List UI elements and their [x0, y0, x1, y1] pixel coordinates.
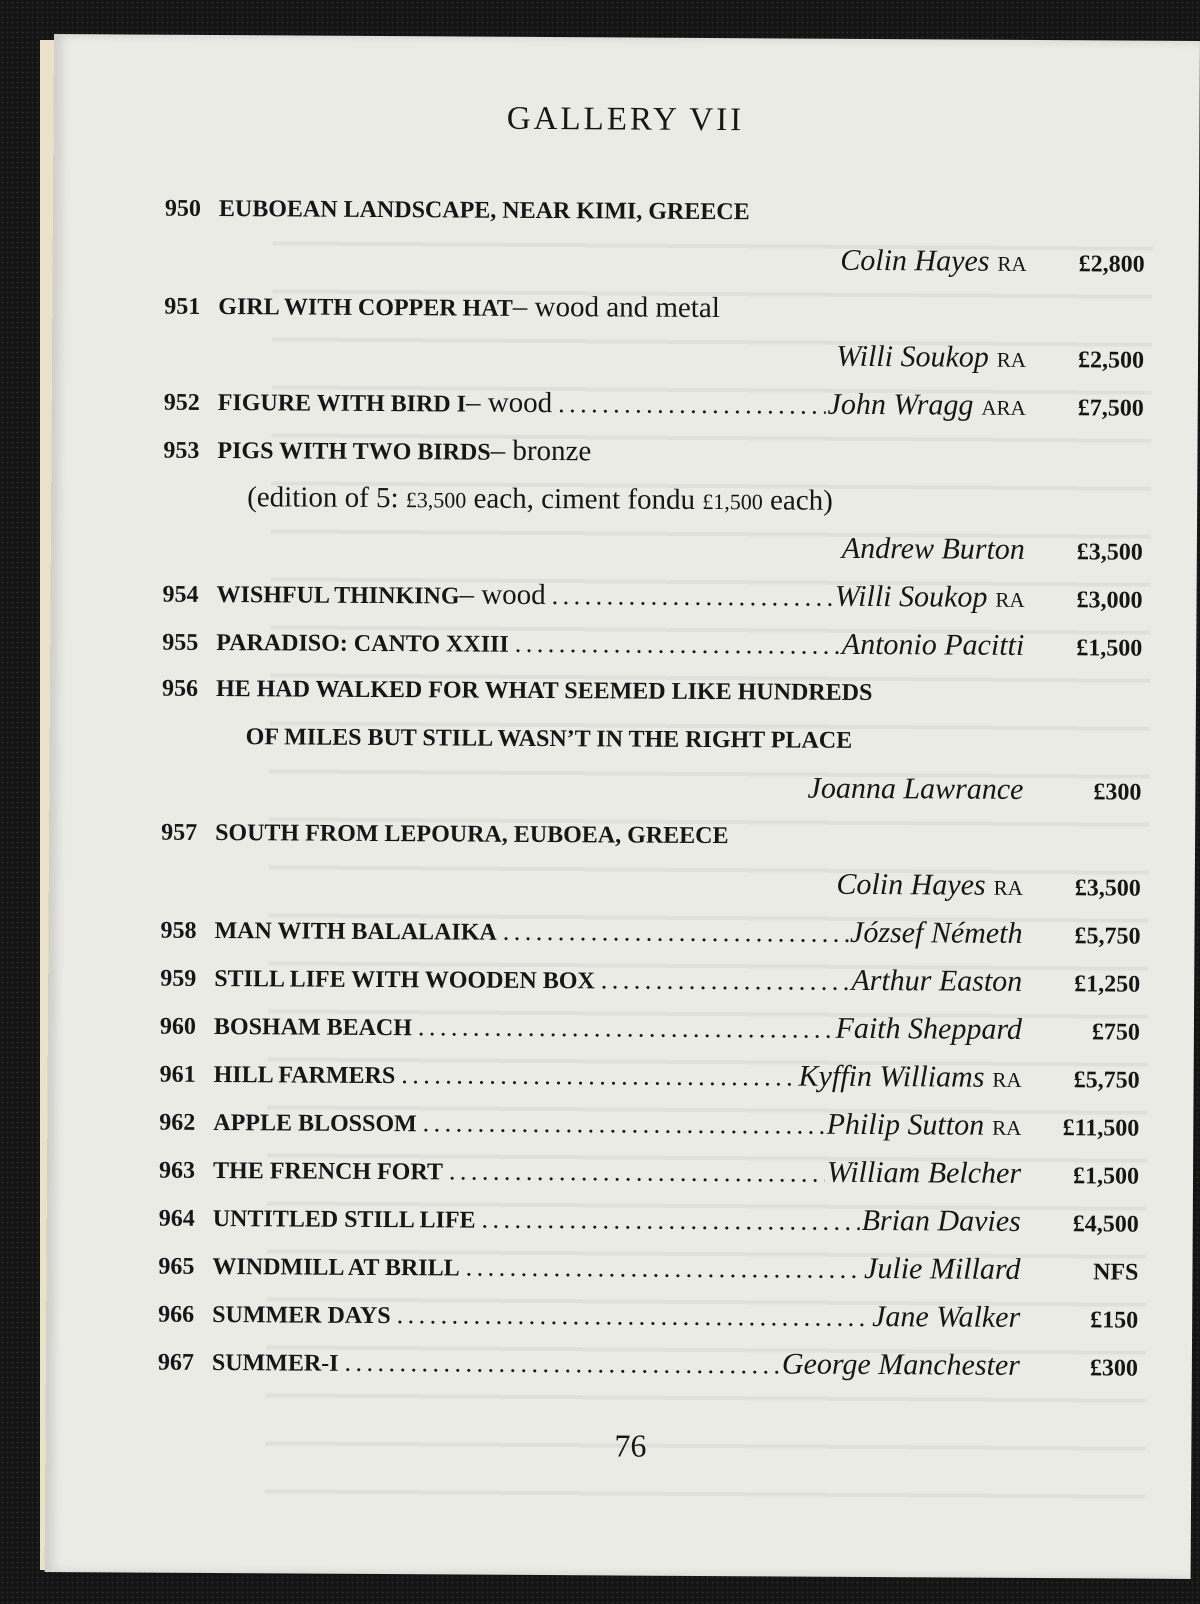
entry-number: 953	[163, 437, 200, 464]
entry-number: 966	[158, 1301, 195, 1328]
entry-row	[159, 1145, 1139, 1199]
entry-title: APPLE BLOSSOM	[213, 1109, 417, 1138]
entry-row	[158, 1289, 1138, 1343]
leader-dots	[481, 1196, 859, 1246]
entry-title: STILL LIFE WITH WOODEN BOX	[214, 965, 595, 995]
entry-title: SOUTH FROM LEPOURA, EUBOEA, GREECE	[215, 819, 729, 850]
entry-price: £1,500	[1072, 1163, 1140, 1190]
entry-title: HE HAD WALKED FOR WHAT SEEMED LIKE HUNDREDS	[215, 676, 873, 707]
entry-artist: William Belcher	[826, 1155, 1022, 1190]
gallery-title: GALLERY VII	[506, 100, 745, 139]
leader-dots	[515, 620, 840, 670]
leader-dots	[418, 1003, 834, 1054]
entry-title: THE FRENCH FORT	[212, 1157, 443, 1186]
entry-number: 954	[162, 581, 199, 608]
entry-title: MAN WITH BALALAIKA	[214, 917, 497, 946]
entry-price: £2,500	[1077, 347, 1145, 374]
catalogue-list	[158, 185, 1145, 1391]
entry-row	[162, 569, 1142, 623]
entry-artist: Philip Sutton	[826, 1107, 985, 1142]
entry-price: £2,800	[1078, 251, 1145, 278]
entry-row	[162, 617, 1142, 671]
entry-title-line-2	[162, 713, 1142, 767]
entry-title: BOSHAM BEACH	[213, 1013, 413, 1042]
entry-price: £1,250	[1074, 971, 1141, 998]
entry-artist: Colin Hayes	[836, 867, 986, 902]
entry-artist-line	[164, 233, 1144, 287]
entry-price: £3,500	[1076, 539, 1143, 566]
entry-price: £11,500	[1062, 1115, 1140, 1142]
entry-title-continued: OF MILES BUT STILL WASN’T IN THE RIGHT PLACE	[245, 724, 853, 754]
entry-honours: ARA	[981, 395, 1026, 420]
entry-medium: – wood	[459, 578, 546, 612]
edition-price-bronze: £3,500	[405, 487, 467, 513]
entry-artist: Willi Soukop	[836, 339, 989, 374]
entry-artist-line	[161, 761, 1141, 815]
entry-row	[158, 1337, 1138, 1391]
entry-artist: Julie Millard	[864, 1251, 1021, 1286]
entry-price: £5,750	[1073, 1067, 1140, 1094]
entry-number: 963	[158, 1157, 196, 1184]
entry-title-line	[165, 185, 1145, 239]
entry-artist: John Wragg	[827, 387, 974, 422]
entry-number: 957	[161, 819, 198, 846]
entry-title: SUMMER DAYS	[212, 1301, 391, 1330]
leader-dots	[449, 1147, 825, 1197]
entry-artist: Antonio Pacitti	[841, 627, 1025, 662]
entry-price: £750	[1091, 1019, 1140, 1046]
leader-dots	[344, 1339, 780, 1390]
entry-number: 955	[162, 629, 199, 656]
leader-dots	[397, 1291, 871, 1342]
entry-title: HILL FARMERS	[213, 1061, 396, 1090]
entry-price: £1,500	[1076, 635, 1143, 662]
entry-artist-line	[161, 857, 1141, 911]
entry-title: WISHFUL THINKING	[216, 582, 460, 610]
entry-artist: Brian Davies	[861, 1203, 1021, 1238]
entry-title-line	[163, 425, 1143, 479]
entry-row	[158, 1241, 1138, 1295]
entry-price: £4,500	[1072, 1211, 1139, 1238]
page-number: 76	[614, 1427, 647, 1464]
entry-number: 967	[157, 1349, 194, 1376]
edition-price-ciment: £1,500	[702, 488, 763, 515]
leader-dots	[466, 1244, 863, 1294]
entry-honours: RA	[992, 1067, 1022, 1092]
entry-price: £3,500	[1074, 875, 1141, 902]
entry-medium: – wood	[465, 386, 553, 420]
entry-title: SUMMER-I	[211, 1349, 339, 1377]
entry-title-line	[162, 665, 1142, 719]
entry-number: 958	[160, 917, 197, 944]
entry-title: FIGURE WITH BIRD I	[217, 390, 467, 418]
entry-title: PIGS WITH TWO BIRDS	[217, 438, 491, 466]
entry-honours: RA	[996, 347, 1027, 372]
entry-title: UNTITLED STILL LIFE	[212, 1205, 476, 1234]
entry-number: 956	[161, 675, 199, 702]
entry-price: £300	[1089, 1355, 1138, 1382]
entry-honours: RA	[993, 875, 1023, 900]
entry-number: 960	[159, 1013, 197, 1040]
leader-dots	[423, 1099, 825, 1149]
entry-row	[159, 1193, 1139, 1247]
entry-honours: RA	[992, 1115, 1022, 1140]
entry-row	[160, 1049, 1140, 1103]
entry-title: GIRL WITH COPPER HAT	[218, 294, 513, 322]
entry-number: 962	[159, 1109, 196, 1136]
entry-price: £150	[1090, 1307, 1139, 1334]
entry-price: £7,500	[1077, 395, 1144, 422]
entry-artist-line	[164, 329, 1144, 383]
entry-price: £3,000	[1076, 587, 1143, 614]
entry-artist: Jane Walker	[872, 1300, 1021, 1334]
leader-dots	[503, 908, 849, 958]
entry-honours: RA	[995, 587, 1025, 612]
entry-artist: Andrew Burton	[841, 531, 1025, 566]
entry-artist: Joanna Lawrance	[807, 771, 1024, 806]
entry-number: 950	[164, 195, 202, 222]
entry-title-line	[164, 281, 1144, 335]
entry-title: WINDMILL AT BRILL	[212, 1253, 460, 1282]
entry-row	[164, 377, 1144, 431]
entry-number: 961	[159, 1061, 196, 1088]
entry-edition-note	[163, 473, 1143, 527]
entry-artist: George Manchester	[781, 1347, 1020, 1382]
entry-number: 965	[158, 1253, 195, 1280]
leader-dots	[552, 572, 833, 622]
entry-price: NFS	[1093, 1259, 1139, 1286]
leader-dots	[601, 956, 850, 1006]
entry-medium: – wood and metal	[512, 290, 720, 325]
entry-number: 964	[158, 1205, 195, 1232]
entry-artist: József Németh	[849, 915, 1023, 950]
entry-artist: Kyffin Williams	[798, 1059, 985, 1094]
entry-row	[160, 1001, 1140, 1055]
entry-row	[159, 1097, 1139, 1151]
entry-title: EUBOEAN LANDSCAPE, NEAR KIMI, GREECE	[218, 196, 750, 226]
entry-price: £5,750	[1074, 923, 1141, 950]
leader-dots	[401, 1051, 797, 1101]
entry-row	[160, 905, 1140, 959]
entry-number: 952	[163, 389, 200, 416]
entry-artist: Faith Sheppard	[835, 1011, 1023, 1046]
entry-honours: RA	[997, 251, 1027, 276]
entry-number: 951	[164, 293, 201, 320]
leader-dots	[558, 380, 826, 430]
edition-note: (edition of 5: £3,500 each, ciment fondu £1,500 each)	[247, 481, 833, 517]
entry-title-line	[161, 809, 1141, 863]
entry-row	[160, 953, 1140, 1007]
entry-artist: Willi Soukop	[834, 579, 988, 614]
entry-artist: Arthur Easton	[851, 963, 1023, 998]
entry-artist-line	[163, 521, 1143, 575]
catalogue-page	[45, 34, 1200, 1579]
entry-number: 959	[160, 965, 197, 992]
entry-artist: Colin Hayes	[840, 243, 990, 278]
entry-medium: – bronze	[490, 434, 592, 468]
entry-title: PARADISO: CANTO XXIII	[216, 630, 509, 658]
entry-price: £300	[1093, 779, 1142, 806]
